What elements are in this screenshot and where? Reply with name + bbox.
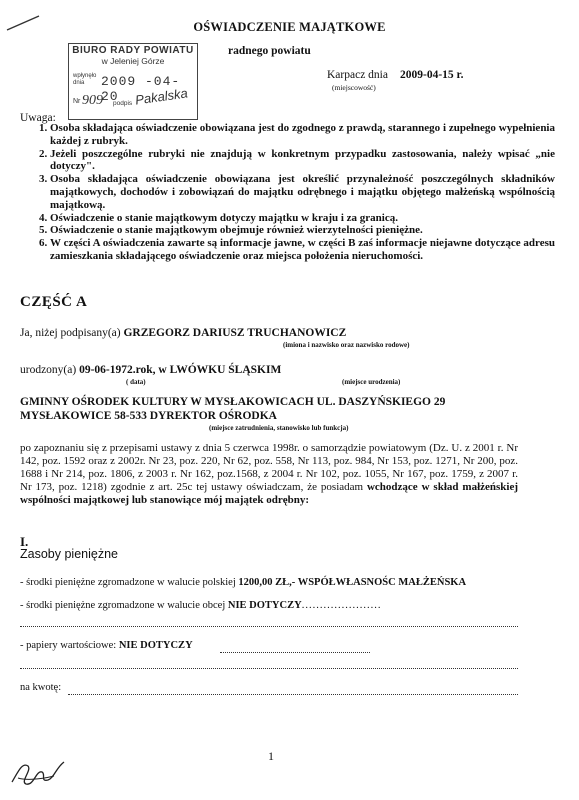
born-place: LWÓWKU ŚLĄSKIM bbox=[169, 364, 282, 376]
signature-mark bbox=[8, 752, 68, 790]
employer-line-2: MYSŁAKOWICE 58-533 DYREKTOR OŚRODKA bbox=[20, 410, 277, 422]
dotted-line bbox=[68, 694, 518, 695]
employer-caption: (miejsce zatrudnienia, stanowisko lub funkcja) bbox=[209, 424, 349, 432]
page-number: 1 bbox=[268, 749, 274, 763]
notes-heading: Uwaga: bbox=[20, 112, 56, 124]
note-item: 6. W części A oświadczenia zawarte są informacje jawne, w części B zaś informacje niejawne dotyczące adresu zamieszkania składającego oświadczenie oraz miejsca położenia nieruchomości. bbox=[50, 237, 555, 263]
section-number: I. bbox=[20, 534, 29, 549]
signed-prefix: Ja, niżej podpisany(a) bbox=[20, 327, 121, 339]
born-line bbox=[20, 364, 281, 376]
note-item: 4. Oświadczenie o stanie majątkowym dotyczy majątku w kraju i za granicą. bbox=[50, 212, 555, 225]
stamp-nr-label: Nr bbox=[73, 98, 81, 105]
birthplace-caption: (miejsce urodzenia) bbox=[342, 378, 401, 386]
amount-label: na kwotę: bbox=[20, 682, 62, 693]
foreign-row: - środki pieniężne zgromadzone w walucie obcej NIE DOTYCZY...................... bbox=[20, 600, 382, 611]
note-item: 1. Osoba składająca oświadczenie obowiązana jest do zgodnego z prawdą, starannego i zupełnego wypełnienia każdej z rubryk. bbox=[50, 122, 555, 148]
stamp-received-date: 2009 -04- 20 bbox=[101, 74, 181, 104]
stamp-signature: Pakalska bbox=[134, 85, 189, 108]
place-caption: (miejscowość) bbox=[332, 83, 376, 92]
securities-row bbox=[20, 640, 193, 651]
employer-line-1: GMINNY OŚRODEK KULTURY W MYSŁAKOWICACH UL. DASZYŃSKIEGO 29 bbox=[20, 396, 446, 408]
dotted-line bbox=[20, 626, 518, 627]
note-item: 5. Oświadczenie o stanie majątkowym obejmuje również wierzytelności pieniężne. bbox=[50, 224, 555, 237]
stamp-city: w Jeleniej Górze bbox=[101, 56, 165, 66]
part-a-heading: CZĘŚĆ A bbox=[20, 294, 88, 310]
place-date: 2009-04-15 r. bbox=[400, 69, 464, 81]
pln-value: 1200,00 ZŁ,- WSPÓŁWŁASNOŚC MAŁŻEŃSKA bbox=[238, 577, 467, 588]
dotted-line bbox=[20, 668, 518, 669]
dotted-line bbox=[220, 652, 370, 653]
amount-row bbox=[20, 682, 61, 693]
section-title: Zasoby pieniężne bbox=[20, 547, 118, 561]
stamp-received-label: wpłynęło dnia bbox=[73, 73, 97, 86]
born-in: w bbox=[158, 364, 167, 376]
born-date: 09-06-1972.rok, bbox=[79, 364, 156, 376]
declaration-paragraph bbox=[20, 442, 518, 507]
signed-name: GRZEGORZ DARIUSZ TRUCHANOWICZ bbox=[123, 327, 347, 339]
notes-list bbox=[20, 122, 555, 263]
pln-row bbox=[20, 577, 466, 588]
note-item: 2. Jeżeli poszczególne rubryki nie znajdują w konkretnym przypadku zastosowania, należy wpisać „nie dotyczy". bbox=[50, 148, 555, 174]
stamp-office: BIURO RADY POWIATU bbox=[72, 45, 194, 56]
declaration-text: po zapoznaniu się z przepisami ustawy z dnia 5 czerwca 1998r. o samorządzie powiatowym (Dz. U. z 2001 r. Nr 142, poz. 1592 oraz z 2002r. Nr 23, poz. 220, Nr 62, poz. 558, Nr 113, poz. 984, Nr 153, poz. 1271, Nr 200, poz. 1688 i Nr 214, poz. 1806, z 2003 r. Nr 162, poz.1568, z 2004 r. Nr 102, poz. 1055, Nr 167, poz. 1759, z 2007 r. Nr 173, poz. 1218) zgodnie z art. 25c tej ustawy oświadczam, że posiadam bbox=[20, 442, 518, 493]
securities-value: NIE DOTYCZY bbox=[118, 640, 193, 651]
securities-label: - papiery wartościowe: bbox=[20, 640, 117, 651]
stamp-sign-label: podpis bbox=[113, 100, 133, 107]
registry-stamp bbox=[68, 43, 198, 120]
stamp-nr-value: 909 bbox=[82, 93, 103, 108]
document-title: OŚWIADCZENIE MAJĄTKOWE bbox=[193, 20, 386, 34]
signed-caption: (imiona i nazwisko oraz nazwisko rodowe) bbox=[283, 341, 410, 349]
born-prefix: urodzony(a) bbox=[20, 364, 77, 376]
pln-label: - środki pieniężne zgromadzone w walucie polskiej bbox=[20, 577, 236, 588]
document-subtitle: radnego powiatu bbox=[228, 45, 311, 57]
place-label: Karpacz dnia bbox=[327, 69, 388, 81]
foreign-value: NIE DOTYCZY bbox=[227, 600, 302, 611]
signed-line bbox=[20, 327, 346, 339]
declaration-bold: wchodzące w skład małżeńskiej wspólności majątkowej lub stanowiące mój majątek odrębny: bbox=[20, 480, 519, 506]
date-caption: ( data) bbox=[126, 378, 146, 386]
foreign-label: - środki pieniężne zgromadzone w walucie obcej bbox=[20, 600, 226, 611]
note-item: 3. Osoba składająca oświadczenie obowiązana jest określić przynależność poszczególnych składników majątkowych, dochodów i zobowiązań do majątku odrębnego i majątku objętego małżeńską wspólnością majątkową. bbox=[50, 173, 555, 211]
